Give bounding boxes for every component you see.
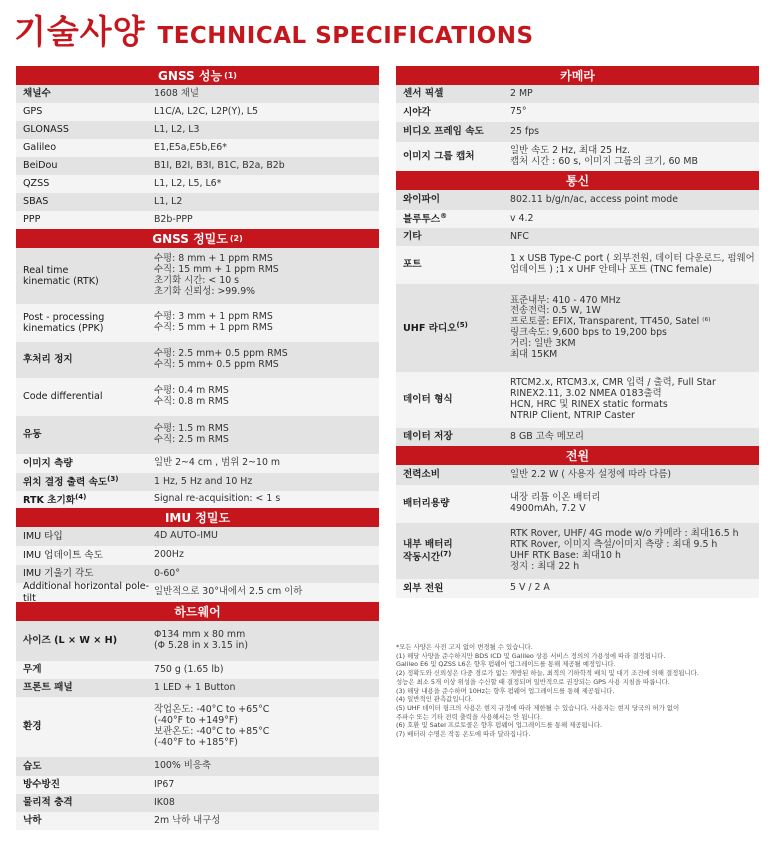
spec-row bbox=[16, 757, 379, 776]
section-rows-accuracy bbox=[16, 248, 379, 508]
spec-label bbox=[396, 212, 510, 225]
spec-row bbox=[16, 546, 379, 565]
spec-label bbox=[16, 721, 154, 732]
section-rows-camera bbox=[396, 85, 759, 171]
spec-value: 4D AUTO-IMU bbox=[154, 530, 218, 542]
spec-value: L1, L2 bbox=[154, 195, 183, 207]
section-header-power bbox=[396, 446, 759, 465]
spec-row bbox=[16, 454, 379, 473]
spec-value: 2 MP bbox=[510, 87, 533, 99]
spec-row bbox=[16, 661, 379, 679]
spec-row bbox=[16, 621, 379, 661]
spec-row bbox=[16, 416, 379, 454]
spec-label bbox=[396, 151, 510, 162]
spec-label bbox=[396, 583, 510, 594]
spec-row bbox=[16, 378, 379, 416]
spec-row bbox=[16, 175, 379, 193]
spec-value: 1 Hz, 5 Hz and 10 Hz bbox=[154, 475, 253, 487]
spec-label bbox=[16, 196, 154, 207]
spec-label-text: 내부 배터리 작동시간 bbox=[403, 538, 453, 564]
section-title: 하드웨어 bbox=[174, 605, 221, 619]
spec-label bbox=[396, 539, 510, 563]
spec-label bbox=[16, 635, 154, 646]
spec-row bbox=[396, 228, 759, 246]
spec-label-text: 방수방진 bbox=[23, 779, 61, 791]
right-column bbox=[396, 66, 759, 598]
spec-label-text: Real time kinematic (RTK) bbox=[23, 264, 99, 287]
spec-label-text: 사이즈 (L × W × H) bbox=[23, 635, 118, 647]
spec-label bbox=[16, 160, 154, 171]
spec-label-text: 시야각 bbox=[403, 106, 431, 118]
spec-row bbox=[16, 139, 379, 157]
spec-label bbox=[16, 312, 154, 334]
spec-label-text: Post - processing kinematics (PPK) bbox=[23, 311, 105, 334]
spec-value: 5 V / 2 A bbox=[510, 582, 550, 594]
spec-row bbox=[16, 193, 379, 211]
spec-value: RTK Rover, UHF/ 4G mode w/o 카메라 : 최대16.5 h RTK Rover, 이미지 측설/이미지 측량 : 최대 9.5 h UHF RTK Base: 최대10 h 정지 : 최대 22 h bbox=[510, 528, 739, 572]
spec-label-text: IMU 타입 bbox=[23, 530, 63, 542]
section-header-camera bbox=[396, 66, 759, 85]
spec-label-text: 데이터 형식 bbox=[403, 394, 453, 406]
spec-value: 일반 2~4 cm , 범위 2~10 m bbox=[154, 457, 281, 469]
spec-row bbox=[16, 342, 379, 378]
spec-label-text: 이미지 측량 bbox=[23, 457, 73, 469]
spec-label bbox=[16, 142, 154, 153]
spec-value: 수평: 0.4 m RMS 수직: 0.8 m RMS bbox=[154, 385, 229, 407]
spec-label bbox=[396, 107, 510, 118]
spec-label bbox=[396, 431, 510, 442]
spec-label bbox=[396, 126, 510, 137]
spec-row bbox=[16, 121, 379, 139]
spec-label-text: 습도 bbox=[23, 760, 42, 772]
spec-row bbox=[16, 697, 379, 757]
spec-value: L1C/A, L2C, L2P(Y), L5 bbox=[154, 105, 258, 117]
section-title: 전원 bbox=[565, 449, 590, 463]
spec-value: 수평: 3 mm + 1 ppm RMS 수직: 5 mm + 1 ppm RMS bbox=[154, 311, 273, 333]
spec-label bbox=[16, 178, 154, 189]
spec-value: 작업온도: -40°C to +65°C (-40°F to +149°F) 보관온도: -40°C to +85°C (-40°F to +185°F) bbox=[154, 704, 270, 748]
spec-row bbox=[16, 583, 379, 602]
spec-label bbox=[16, 458, 154, 469]
spec-row bbox=[396, 428, 759, 446]
section-header-accuracy bbox=[16, 229, 379, 248]
section-title: 카메라 bbox=[560, 69, 595, 83]
spec-row bbox=[16, 794, 379, 812]
spec-label-text: 물리적 충격 bbox=[23, 797, 73, 809]
spec-label-text: 배터리용량 bbox=[403, 498, 450, 510]
spec-value: B2b-PPP bbox=[154, 213, 193, 225]
spec-value: 2m 낙하 내구성 bbox=[154, 814, 221, 826]
spec-label bbox=[16, 581, 154, 603]
section-footnote-ref: (2) bbox=[229, 234, 243, 243]
spec-row bbox=[396, 85, 759, 103]
spec-label bbox=[396, 259, 510, 270]
spec-value: 0-60° bbox=[154, 567, 180, 579]
spec-row bbox=[396, 523, 759, 579]
spec-label bbox=[16, 106, 154, 117]
spec-value: 내장 리튬 이온 배터리 4900mAh, 7.2 V bbox=[510, 492, 601, 514]
spec-row bbox=[396, 465, 759, 485]
spec-label-text: GPS bbox=[23, 106, 43, 118]
spec-value: 수평: 8 mm + 1 ppm RMS 수직: 15 mm + 1 ppm RMS 초기화 시간: < 10 s 초기화 신뢰성: >99.9% bbox=[154, 253, 279, 297]
spec-value: 일반적으로 30°내에서 2.5 cm 이하 bbox=[154, 586, 303, 598]
spec-label bbox=[396, 321, 510, 334]
spec-row bbox=[16, 527, 379, 546]
section-rows-hardware bbox=[16, 621, 379, 830]
spec-label-text: BeiDou bbox=[23, 160, 58, 172]
spec-row bbox=[16, 473, 379, 491]
spec-row bbox=[396, 579, 759, 598]
spec-label bbox=[16, 550, 154, 561]
section-rows-imu bbox=[16, 527, 379, 602]
spec-label bbox=[16, 531, 154, 542]
spec-footnote-ref: (5) bbox=[456, 321, 468, 330]
page-title bbox=[14, 6, 534, 50]
spec-value: v 4.2 bbox=[510, 212, 534, 224]
spec-row bbox=[396, 142, 759, 171]
spec-row bbox=[16, 491, 379, 508]
spec-value: 25 fps bbox=[510, 125, 540, 137]
section-title: GNSS 정밀도 bbox=[152, 232, 228, 246]
spec-label-text: Additional horizontal pole-tilt bbox=[23, 581, 150, 604]
spec-label bbox=[16, 797, 154, 808]
spec-label bbox=[16, 815, 154, 826]
spec-label-text: Galileo bbox=[23, 142, 57, 154]
spec-label bbox=[396, 88, 510, 99]
title-english: TECHNICAL SPECIFICATIONS bbox=[157, 23, 534, 49]
section-rows-comm bbox=[396, 190, 759, 446]
section-header-hardware bbox=[16, 602, 379, 621]
section-rows-power bbox=[396, 465, 759, 598]
spec-row bbox=[16, 304, 379, 342]
spec-row bbox=[16, 776, 379, 794]
spec-label bbox=[16, 124, 154, 135]
spec-row bbox=[396, 122, 759, 142]
spec-label-text: GLONASS bbox=[23, 124, 69, 136]
spec-label bbox=[16, 265, 154, 287]
spec-value: 802.11 b/g/n/ac, access point mode bbox=[510, 193, 679, 205]
spec-label bbox=[16, 391, 154, 402]
spec-label-text: 무게 bbox=[23, 664, 42, 676]
spec-label-text: SBAS bbox=[23, 196, 49, 208]
spec-row bbox=[16, 812, 379, 830]
spec-label-text: 포트 bbox=[403, 259, 422, 271]
section-header-comm bbox=[396, 171, 759, 190]
spec-label-text: Code differential bbox=[23, 391, 103, 403]
spec-label bbox=[16, 429, 154, 440]
spec-value: 200Hz bbox=[154, 549, 184, 561]
spec-row bbox=[396, 372, 759, 428]
spec-row bbox=[16, 157, 379, 175]
spec-label-text: QZSS bbox=[23, 178, 50, 190]
spec-label-text: IMU 업데이트 속도 bbox=[23, 549, 103, 561]
spec-label bbox=[16, 493, 154, 506]
spec-value: 수평: 1.5 m RMS 수직: 2.5 m RMS bbox=[154, 423, 229, 445]
spec-label-text: 이미지 그룹 캡처 bbox=[403, 150, 475, 162]
spec-label-text: 데이터 저장 bbox=[403, 431, 453, 443]
spec-row bbox=[16, 103, 379, 121]
section-header-gnss bbox=[16, 66, 379, 85]
spec-value: 100% 비응축 bbox=[154, 760, 211, 772]
spec-label bbox=[16, 664, 154, 675]
section-title: GNSS 성능 bbox=[158, 69, 223, 83]
spec-label bbox=[16, 779, 154, 790]
spec-row bbox=[396, 246, 759, 284]
spec-value: 1 x USB Type-C port ( 외부전원, 데이터 다운로드, 펌웨어 업데이트 ) ;1 x UHF 안테나 포트 (TNC female) bbox=[510, 253, 755, 275]
left-column bbox=[16, 66, 379, 830]
spec-value: 75° bbox=[510, 106, 527, 118]
spec-label bbox=[396, 394, 510, 405]
spec-row bbox=[16, 248, 379, 304]
spec-footnote-ref: (7) bbox=[440, 549, 452, 558]
spec-label-text: 위치 결정 출력 속도 bbox=[23, 477, 108, 489]
spec-value: Signal re-acquisition: < 1 s bbox=[154, 493, 281, 505]
spec-value: 수평: 2.5 mm+ 0.5 ppm RMS 수직: 5 mm+ 0.5 ppm RMS bbox=[154, 348, 288, 370]
spec-value: E1,E5a,E5b,E6* bbox=[154, 141, 227, 153]
spec-label-text: PPP bbox=[23, 214, 41, 226]
spec-label-text: 유동 bbox=[23, 429, 42, 441]
spec-label-text: 전력소비 bbox=[403, 469, 441, 481]
spec-value: 8 GB 고속 메모리 bbox=[510, 430, 584, 442]
spec-value: 750 g (1.65 lb) bbox=[154, 663, 224, 675]
spec-label-text: 낙하 bbox=[23, 815, 42, 827]
spec-value: B1I, B2I, B3I, B1C, B2a, B2b bbox=[154, 159, 285, 171]
spec-footnote-ref: ® bbox=[440, 212, 448, 221]
spec-value: NFC bbox=[510, 230, 529, 242]
section-header-imu bbox=[16, 508, 379, 527]
spec-label-text: 채널수 bbox=[23, 88, 51, 100]
footnotes: *모든 사양은 사전 고지 없이 변경될 수 있습니다. (1) 해당 사양을 준수하지만 BDS ICD 및 Galileo 상용 서비스 정의의 가용성에 따라 결정됩니다. Galileo E6 및 QZSS L6은 향후 펌웨어 업그레이드를 통해 제공될 예정입니다. (2) 정확도와 신뢰성은 다중 경로가 없는 개방된 하늘, 최적의 기하학적 배치 및 대기 조건에 의해 결정됩니다. 성능은 최소 5개 이상 위성을 수신할 때 결정되며 일반적으로 권장되는 GPS 사용 지침을 따릅니다. (3) 해당 내용을 준수하며 10Hz는 향후 펌웨어 업그레이드를 통해 제공됩니다. (4) 일반적인 관측값입니다. (5) UHF 데이터 링크의 사용은 현지 규정에 따라 제한될 수 있습니다. 사용자는 현지 당국의 허가 없이 주파수 또는 기타 전력 출력을 사용해서는 안 됩니다. (6) 호환 및 Satel 프로토콜은 향후 펌웨어 업그레이드를 통해 제공됩니다. (7) 배터리 수명은 작동 온도에 따라 달라집니다. bbox=[396, 643, 699, 739]
spec-label-text: 외부 전원 bbox=[403, 582, 444, 594]
section-footnote-ref: (1) bbox=[224, 71, 237, 80]
title-korean: 기술사양 bbox=[14, 12, 146, 51]
spec-row bbox=[396, 103, 759, 122]
spec-label-text: IMU 기울기 각도 bbox=[23, 568, 94, 580]
spec-row bbox=[16, 211, 379, 229]
spec-label-text: 후처리 정지 bbox=[23, 354, 73, 366]
spec-value: L1, L2, L3 bbox=[154, 123, 200, 135]
spec-value: IK08 bbox=[154, 796, 175, 808]
spec-label bbox=[16, 354, 154, 365]
spec-value: RTCM2.x, RTCM3.x, CMR 입력 / 출력, Full Star RINEX2.11, 3.02 NMEA 0183출력 HCN, HRC 및 RINEX static formats NTRIP Client, NTRIP Caster bbox=[510, 377, 716, 421]
spec-value: Φ134 mm x 80 mm (Φ 5.28 in x 3.15 in) bbox=[154, 629, 248, 651]
spec-label bbox=[16, 475, 154, 488]
spec-label bbox=[16, 568, 154, 579]
spec-value: 1 LED + 1 Button bbox=[154, 681, 236, 693]
spec-row bbox=[16, 679, 379, 697]
spec-footnote-ref: (3) bbox=[107, 475, 119, 484]
spec-value: 일반 2.2 W ( 사용자 설정에 따라 다름) bbox=[510, 468, 672, 480]
section-title: IMU 정밀도 bbox=[164, 511, 231, 525]
spec-row bbox=[396, 284, 759, 372]
spec-row bbox=[396, 485, 759, 523]
spec-label-text: 프론트 패널 bbox=[23, 682, 73, 694]
spec-label-text: 블루투스 bbox=[403, 214, 441, 226]
spec-label bbox=[16, 761, 154, 772]
spec-value: 일반 속도 2 Hz, 최대 25 Hz. 캡처 시간 : 60 s, 이미지 그룹의 크기, 60 MB bbox=[510, 144, 698, 167]
spec-label-text: UHF 라디오 bbox=[403, 323, 457, 335]
spec-label-text: 기타 bbox=[403, 231, 422, 243]
spec-footnote-ref: (4) bbox=[75, 492, 87, 501]
spec-label bbox=[396, 194, 510, 205]
spec-label-text: RTK 초기화 bbox=[23, 495, 76, 507]
spec-label bbox=[396, 469, 510, 480]
section-title: 통신 bbox=[565, 174, 590, 188]
spec-label-text: 환경 bbox=[23, 721, 42, 733]
spec-row bbox=[16, 565, 379, 583]
spec-value: IP67 bbox=[154, 778, 175, 790]
spec-label bbox=[396, 231, 510, 242]
spec-row bbox=[396, 190, 759, 210]
spec-label-text: 센서 픽셀 bbox=[403, 88, 444, 100]
spec-label bbox=[396, 498, 510, 509]
spec-value: 표준내부: 410 - 470 MHz 전송전력: 0.5 W, 1W 프로토콜: EFIX, Transparent, TT450, Satel ⁽⁶⁾ 링크속도: 9,600 bps to 19,200 bps 거리: 일반 3KM 최대 15KM bbox=[510, 294, 711, 360]
spec-label-text: 와이파이 bbox=[403, 194, 441, 206]
spec-value: L1, L2, L5, L6* bbox=[154, 177, 222, 189]
spec-label bbox=[16, 214, 154, 225]
spec-row bbox=[396, 210, 759, 228]
spec-label bbox=[16, 682, 154, 693]
spec-label bbox=[16, 88, 154, 99]
spec-label-text: 비디오 프레임 속도 bbox=[403, 126, 484, 138]
spec-row bbox=[16, 85, 379, 103]
section-rows-gnss bbox=[16, 85, 379, 229]
spec-value: 1608 채널 bbox=[154, 87, 199, 99]
